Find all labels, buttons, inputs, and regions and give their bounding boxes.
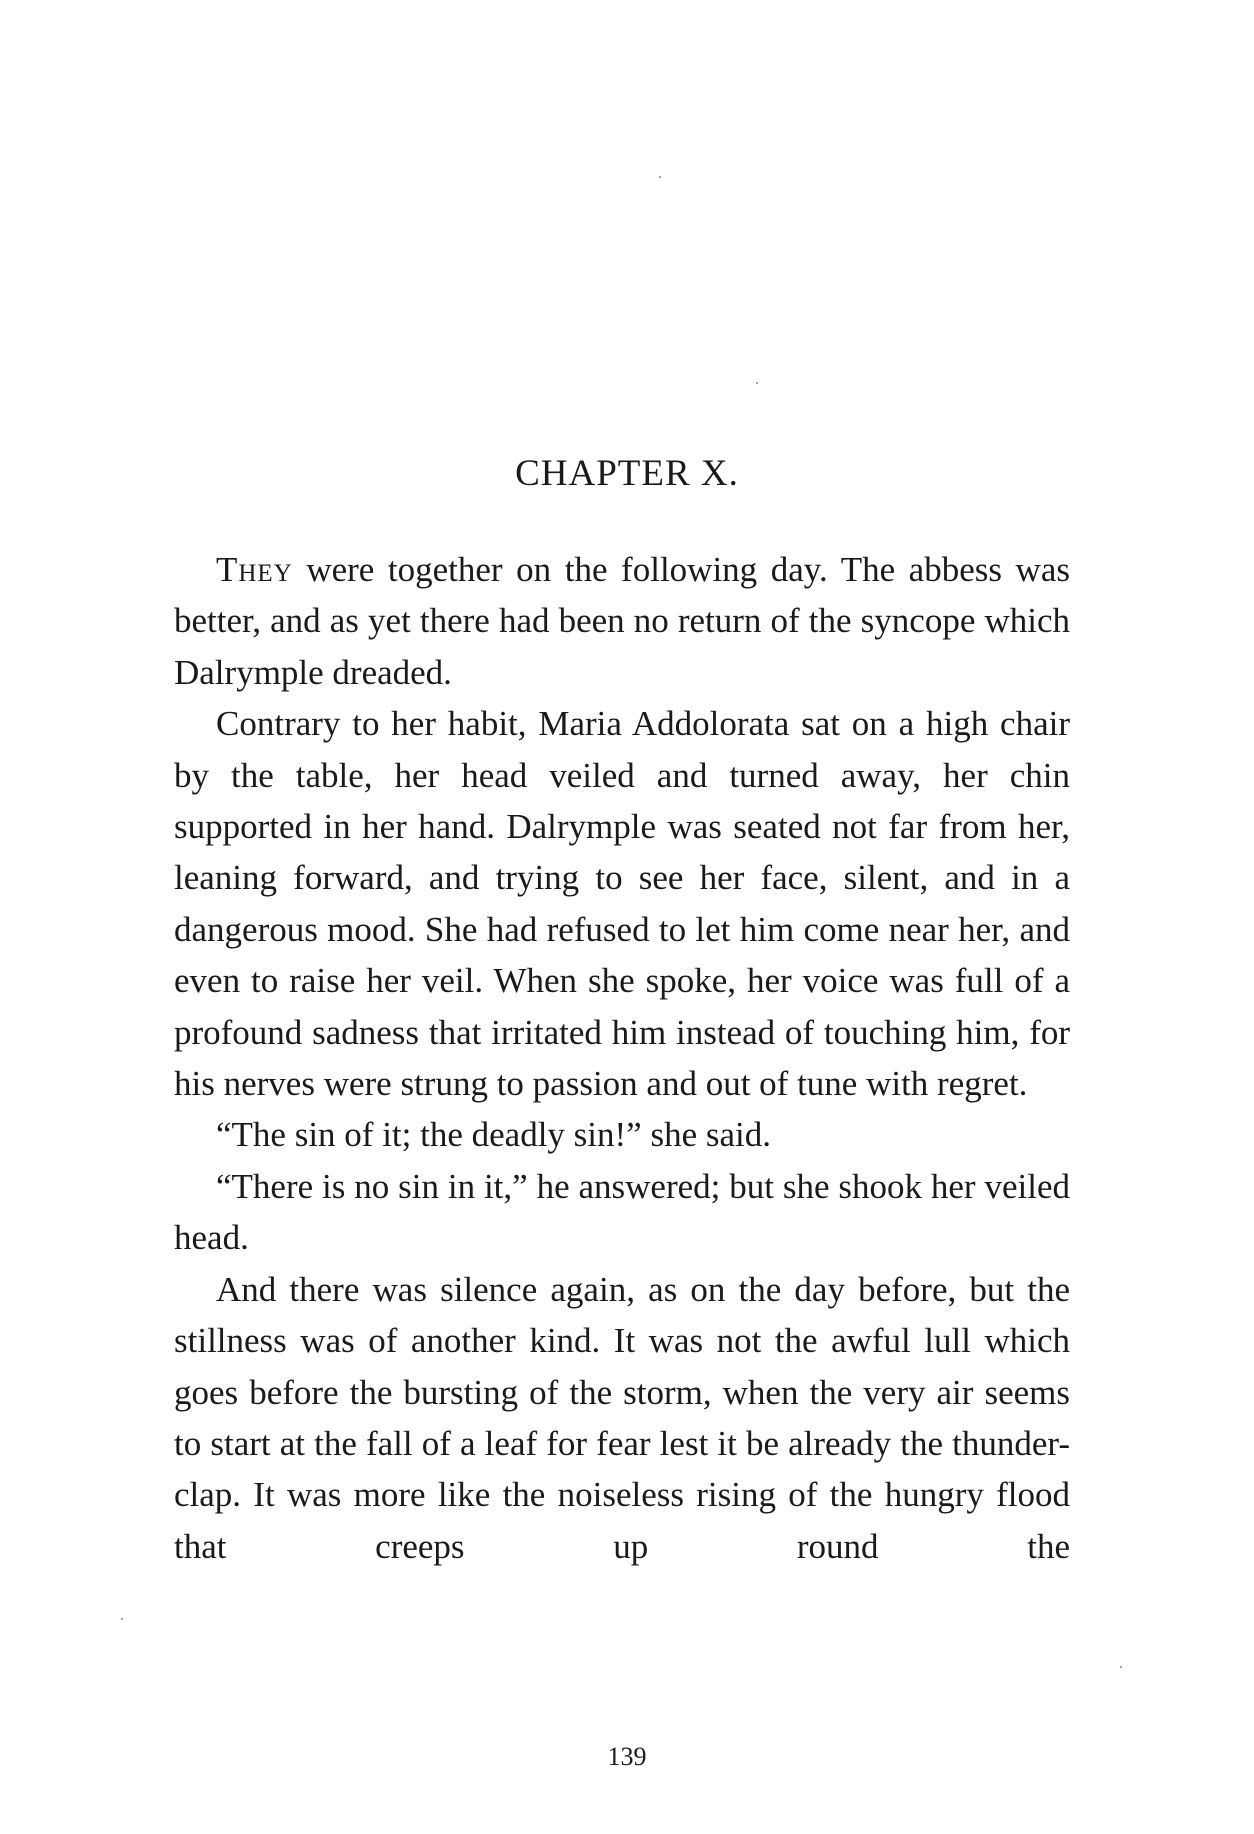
- paragraph-lead-word: They: [216, 550, 293, 589]
- paragraph-text: “There is no sin in it,” he answered; but she shook her veiled head.: [174, 1166, 1070, 1258]
- page-number: 139: [607, 1742, 647, 1771]
- paragraph: [174, 1161, 1070, 1264]
- paragraph: [174, 544, 1070, 698]
- paragraph-text: were together on the following day. The abbess was better, and as yet there had been no return of the syncope which Dalrymple dreaded.: [174, 550, 1070, 692]
- paper-speck: [659, 176, 661, 178]
- paragraph-text: Contrary to her habit, Maria Addolorata sat on a high chair by the table, her head veiled and turned away, her chin supported in her hand. Dalrymple was seated not far from her, leaning forward, and trying to see her face, silent, and in a dangerous mood. She had refused to let him come near her, and even to raise her veil. When she spoke, her voice was full of a profound sadness that irritated him instead of touching him, for his nerves were strung to passion and out of tune with regret.: [174, 704, 1070, 1104]
- paragraph: [174, 1264, 1070, 1572]
- chapter-heading: CHAPTER X.: [515, 453, 739, 494]
- paragraph: [174, 1109, 1070, 1160]
- paragraph-text: And there was silence again, as on the day before, but the stillness was of another kind. It was not the awful lull which goes before the bursting of the storm, when the very air seems to start at the fall of a leaf for fear lest it be already the thunder-clap. It was more like the noiseless rising of the hungry flood that creeps up round the: [174, 1269, 1070, 1566]
- chapter-body: [174, 544, 1070, 1572]
- paragraph: [174, 698, 1070, 1109]
- paper-speck: [1120, 1666, 1122, 1668]
- paper-speck: [121, 1618, 123, 1620]
- paragraph-text: “The sin of it; the deadly sin!” she said.: [216, 1115, 771, 1155]
- paper-speck: [756, 382, 758, 384]
